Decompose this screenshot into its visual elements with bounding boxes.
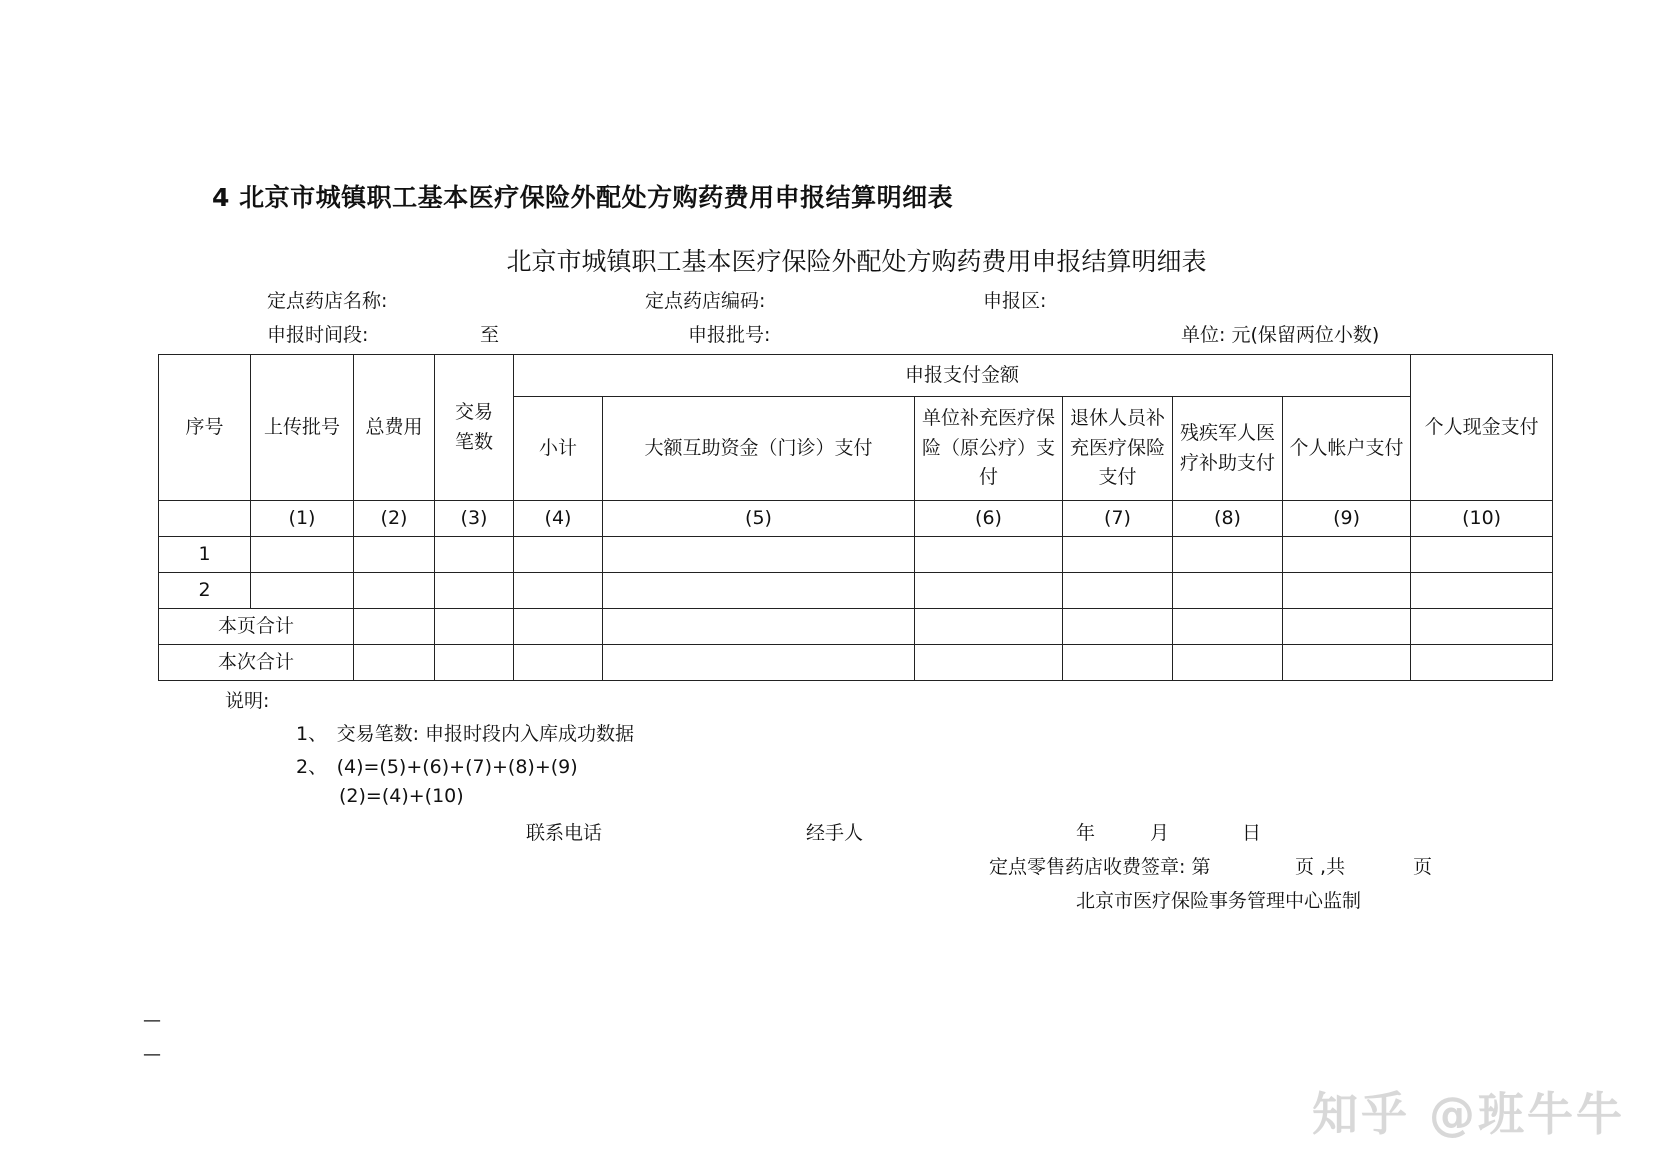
table-cell[interactable] — [514, 645, 603, 681]
header-transaction-count — [435, 355, 514, 501]
table-cell[interactable] — [1063, 645, 1173, 681]
table-cell[interactable] — [915, 537, 1063, 573]
index-cell: (9) — [1283, 501, 1411, 537]
note-item-1: 1、 交易笔数: 申报时段内入库成功数据 — [296, 723, 635, 745]
header-large-mutual: 大额互助资金（门诊）支付 — [603, 397, 915, 501]
phone-label: 联系电话 — [526, 822, 603, 844]
year-label: 年 — [1076, 822, 1096, 844]
settlement-table — [158, 354, 1553, 681]
table-cell[interactable] — [1173, 537, 1283, 573]
table-row — [159, 573, 1553, 609]
note-item-2: 2、 (4)=(5)+(6)+(7)+(8)+(9) — [296, 756, 578, 778]
header-transaction-count-line2: 笔数 — [454, 430, 493, 453]
table-cell[interactable] — [1173, 573, 1283, 609]
header-upload-batch: 上传批号 — [251, 355, 354, 501]
header-personal-account: 个人帐户支付 — [1283, 397, 1411, 501]
notes-title: 说明: — [225, 690, 270, 712]
table-cell[interactable] — [915, 609, 1063, 645]
table-cell[interactable] — [435, 537, 514, 573]
table-cell[interactable] — [1283, 573, 1411, 609]
table-cell[interactable] — [354, 537, 435, 573]
table-cell[interactable] — [435, 645, 514, 681]
pharmacy-code-label: 定点药店编码: — [645, 290, 766, 312]
table-cell[interactable] — [1411, 573, 1553, 609]
dash-mark: — — [143, 1010, 161, 1031]
table-cell[interactable] — [251, 573, 354, 609]
header-retiree-line1: 退休人员补 — [1069, 407, 1165, 430]
table-cell[interactable] — [514, 573, 603, 609]
unit-label: 单位: 元(保留两位小数) — [1181, 324, 1380, 346]
district-label: 申报区: — [983, 290, 1047, 312]
header-veteran-line2: 疗补助支付 — [1179, 451, 1275, 474]
section-heading: 4 北京市城镇职工基本医疗保险外配处方购药费用申报结算明细表 — [212, 183, 954, 212]
row-seq: 1 — [159, 537, 251, 573]
header-total-cost: 总费用 — [354, 355, 435, 501]
index-cell: (5) — [603, 501, 915, 537]
table-cell[interactable] — [1283, 645, 1411, 681]
page-end-label: 页 — [1413, 856, 1433, 878]
table-cell[interactable] — [435, 573, 514, 609]
table-cell[interactable] — [1411, 645, 1553, 681]
table-cell[interactable] — [603, 573, 915, 609]
index-cell: (8) — [1173, 501, 1283, 537]
header-transaction-count-line1: 交易 — [454, 401, 493, 424]
day-label: 日 — [1242, 822, 1262, 844]
month-label: 月 — [1150, 822, 1170, 844]
header-seq: 序号 — [159, 355, 251, 501]
table-row — [159, 537, 1553, 573]
table-cell[interactable] — [1411, 609, 1553, 645]
header-unit-supplementary-line2: 险（原公疗）支付 — [921, 436, 1055, 489]
pharmacy-name-label: 定点药店名称: — [267, 290, 388, 312]
note-item-3: (2)=(4)+(10) — [339, 785, 464, 807]
page-label: 页 ,共 — [1295, 856, 1346, 878]
index-cell: (10) — [1411, 501, 1553, 537]
handler-label: 经手人 — [806, 822, 864, 844]
page-total-label: 本页合计 — [159, 609, 354, 645]
table-cell[interactable] — [1063, 573, 1173, 609]
table-cell[interactable] — [1063, 537, 1173, 573]
header-personal-cash: 个人现金支付 — [1411, 355, 1553, 501]
table-cell[interactable] — [514, 537, 603, 573]
header-payment-group: 申报支付金额 — [514, 355, 1411, 397]
header-unit-supplementary-line1: 单位补充医疗保 — [921, 407, 1055, 430]
table-cell[interactable] — [915, 573, 1063, 609]
table-cell[interactable] — [1063, 609, 1173, 645]
header-retiree-line3: 支付 — [1098, 466, 1137, 489]
table-cell[interactable] — [915, 645, 1063, 681]
supervisor-label: 北京市医疗保险事务管理中心监制 — [1076, 890, 1362, 912]
period-label: 申报时间段: — [267, 324, 369, 346]
table-cell[interactable] — [1173, 645, 1283, 681]
period-to: 至 — [480, 324, 500, 346]
table-cell[interactable] — [1283, 609, 1411, 645]
header-retiree-line2: 充医疗保险 — [1069, 436, 1165, 459]
table-cell[interactable] — [603, 609, 915, 645]
table-cell[interactable] — [514, 609, 603, 645]
seal-label: 定点零售药店收费签章: 第 — [989, 856, 1211, 878]
header-veteran-line1: 残疾军人医 — [1179, 422, 1275, 445]
table-cell[interactable] — [251, 537, 354, 573]
header-unit-supplementary — [915, 397, 1063, 501]
table-cell[interactable] — [603, 645, 915, 681]
header-retiree — [1063, 397, 1173, 501]
table-cell[interactable] — [1411, 537, 1553, 573]
index-cell: (7) — [1063, 501, 1173, 537]
dash-mark: — — [143, 1044, 161, 1065]
table-cell[interactable] — [1283, 537, 1411, 573]
table-cell[interactable] — [435, 609, 514, 645]
batch-total-label: 本次合计 — [159, 645, 354, 681]
watermark: 知乎 @班牛牛 — [1312, 1087, 1626, 1141]
table-cell[interactable] — [603, 537, 915, 573]
page-total-row — [159, 609, 1553, 645]
header-veteran — [1173, 397, 1283, 501]
index-cell: (4) — [514, 501, 603, 537]
header-subtotal: 小计 — [514, 397, 603, 501]
row-seq: 2 — [159, 573, 251, 609]
table-cell[interactable] — [354, 609, 435, 645]
index-cell: (6) — [915, 501, 1063, 537]
table-cell[interactable] — [354, 573, 435, 609]
batch-label: 申报批号: — [688, 324, 771, 346]
batch-total-row — [159, 645, 1553, 681]
index-cell-empty — [159, 501, 251, 537]
index-cell: (1) — [251, 501, 354, 537]
table-cell[interactable] — [1173, 609, 1283, 645]
table-cell[interactable] — [354, 645, 435, 681]
document-title: 北京市城镇职工基本医疗保险外配处方购药费用申报结算明细表 — [506, 247, 1207, 276]
index-cell: (2) — [354, 501, 435, 537]
index-cell: (3) — [435, 501, 514, 537]
